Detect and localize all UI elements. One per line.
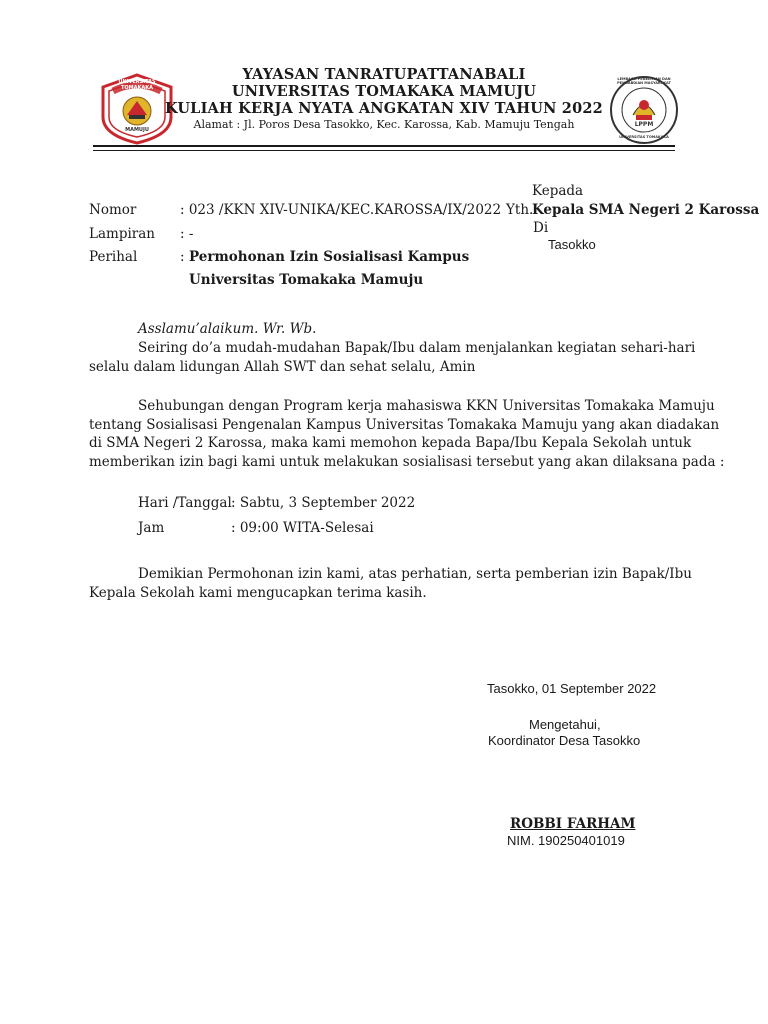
perihal-line-2: Universitas Tomakaka Mamuju xyxy=(189,272,424,288)
lppm-logo xyxy=(609,75,679,145)
paragraph-2-line-1: Sehubungan dengan Program kerja mahasiswa KKN Universitas Tomakaka Mamuju xyxy=(138,398,715,414)
place-date: Tasokko, 01 September 2022 xyxy=(487,681,657,696)
paragraph-2-line-3: di SMA Negeri 2 Karossa, maka kami memohon kepada Bapa/Ibu Kepala Sekolah untuk xyxy=(89,435,692,451)
jam-value: : 09:00 WITA-Selesai xyxy=(231,520,374,536)
recipient-kepada: Kepada xyxy=(532,183,584,199)
paragraph-1-line-1: Seiring do’a mudah-mudahan Bapak/Ibu dalam menjalankan kegiatan sehari-hari xyxy=(138,340,696,356)
recipient-di: Di xyxy=(533,220,549,236)
greeting: Asslamu’alaikum. Wr. Wb. xyxy=(138,321,317,337)
paragraph-1-line-2: selalu dalam lidungan Allah SWT dan sehat selalu, Amin xyxy=(89,358,476,375)
nomor-label: Nomor xyxy=(89,202,137,218)
perihal-label: Perihal xyxy=(89,249,138,265)
paragraph-2 xyxy=(89,397,725,471)
header-rule-thick xyxy=(93,145,675,147)
mengetahui: Mengetahui, xyxy=(529,717,601,732)
logo-left-sub: MAMUJU xyxy=(125,127,149,133)
logo-right-abbr: LPPM xyxy=(634,121,654,128)
paragraph-1 xyxy=(89,339,696,376)
letterhead-address: Alamat : Jl. Poros Desa Tasokko, Kec. Karossa, Kab. Mamuju Tengah xyxy=(193,118,575,131)
logo-left-text: UNIVERSITAS TOMAKAKA xyxy=(118,79,156,91)
hari-value: : Sabtu, 3 September 2022 xyxy=(231,495,416,511)
logo-right-text: LEMBAGA PENELITIAN DAN PENGABDIAN MASYARAKAT xyxy=(617,77,671,85)
signatory-nim: NIM. 190250401019 xyxy=(507,833,625,848)
paragraph-2-line-4: memberikan izin bagi kami untuk melakukan sosialisasi tersebut yang akan dilaksana pada : xyxy=(89,453,725,470)
recipient-yth: Yth. xyxy=(506,202,534,218)
letterhead-line-3: KULIAH KERJA NYATA ANGKATAN XIV TAHUN 2022 xyxy=(165,100,603,117)
header-rule-thin xyxy=(93,150,675,151)
signatory-name: ROBBI FARHAM xyxy=(510,816,636,832)
lampiran-label: Lampiran xyxy=(89,226,155,242)
paragraph-3-line-1: Demikian Permohonan izin kami, atas perhatian, serta pemberian izin Bapak/Ibu xyxy=(138,566,692,582)
letterhead-line-1: YAYASAN TANRATUPATTANABALI xyxy=(242,66,526,83)
hari-label: Hari /Tanggal xyxy=(138,495,232,511)
letterhead-line-2: UNIVERSITAS TOMAKAKA MAMUJU xyxy=(231,83,537,100)
signatory-role: Koordinator Desa Tasokko xyxy=(488,733,641,748)
paragraph-2-line-2: tentang Sosialisasi Pengenalan Kampus Universitas Tomakaka Mamuju yang akan diadakan xyxy=(89,416,720,433)
lampiran-value: : - xyxy=(180,226,194,242)
nomor-value: : 023 /KKN XIV-UNIKA/KEC.KAROSSA/IX/2022 xyxy=(180,202,502,218)
paragraph-3 xyxy=(89,565,692,602)
perihal-line-1: Permohonan Izin Sosialisasi Kampus xyxy=(189,249,470,265)
recipient-place: Tasokko xyxy=(548,237,596,252)
logo-right-sub: UNIVERSITAS TOMAKAKA xyxy=(619,135,669,139)
perihal-colon: : xyxy=(180,249,185,265)
recipient-name: Kepala SMA Negeri 2 Karossa xyxy=(532,202,760,218)
jam-label: Jam xyxy=(138,520,165,536)
paragraph-3-line-2: Kepala Sekolah kami mengucapkan terima kasih. xyxy=(89,584,427,601)
